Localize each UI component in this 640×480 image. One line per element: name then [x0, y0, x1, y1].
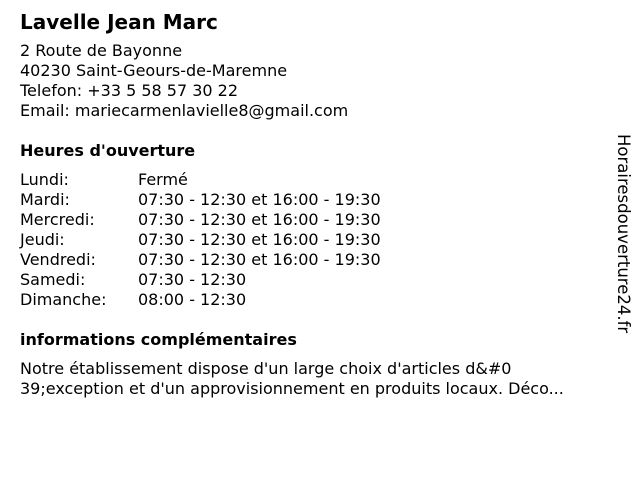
email-line: Email: mariecarmenlavielle8@gmail.com: [20, 101, 349, 120]
day-hours: 07:30 - 12:30 et 16:00 - 19:30: [138, 190, 381, 209]
day-label: Samedi:: [20, 270, 86, 289]
hours-row: [20, 170, 381, 190]
address-street: 2 Route de Bayonne: [20, 41, 183, 60]
day-label: Mardi:: [20, 190, 70, 209]
day-label: Lundi:: [20, 170, 69, 189]
day-label: Vendredi:: [20, 250, 96, 269]
day-hours: 07:30 - 12:30 et 16:00 - 19:30: [138, 250, 381, 269]
day-hours: 08:00 - 12:30: [138, 290, 247, 309]
additional-info-line: 39;exception et d'un approvisionnement en produits locaux. Déco...: [20, 379, 564, 398]
business-card: [20, 8, 616, 399]
day-hours: 07:30 - 12:30 et 16:00 - 19:30: [138, 230, 381, 249]
day-label: Dimanche:: [20, 290, 107, 309]
business-name: Lavelle Jean Marc: [20, 10, 218, 34]
day-label: Jeudi:: [20, 230, 65, 249]
additional-info-text: [20, 359, 620, 399]
hours-row: [20, 290, 381, 310]
hours-row: [20, 230, 381, 250]
hours-row: [20, 250, 381, 270]
day-label: Mercredi:: [20, 210, 95, 229]
site-watermark: Horairesdouverture24.fr: [614, 134, 633, 334]
hours-row: [20, 210, 381, 230]
hours-row: [20, 270, 381, 290]
phone-line: Telefon: +33 5 58 57 30 22: [20, 81, 239, 100]
day-hours: 07:30 - 12:30 et 16:00 - 19:30: [138, 210, 381, 229]
day-hours: 07:30 - 12:30: [138, 270, 247, 289]
address-city: 40230 Saint-Geours-de-Maremne: [20, 61, 288, 80]
hours-row: [20, 190, 381, 210]
opening-hours-heading: Heures d'ouverture: [20, 141, 196, 160]
day-hours: Fermé: [138, 170, 188, 189]
opening-hours-table: [20, 170, 381, 310]
additional-info-heading: informations complémentaires: [20, 330, 297, 349]
additional-info-line: Notre établissement dispose d'un large choix d'articles d&#0: [20, 359, 512, 378]
